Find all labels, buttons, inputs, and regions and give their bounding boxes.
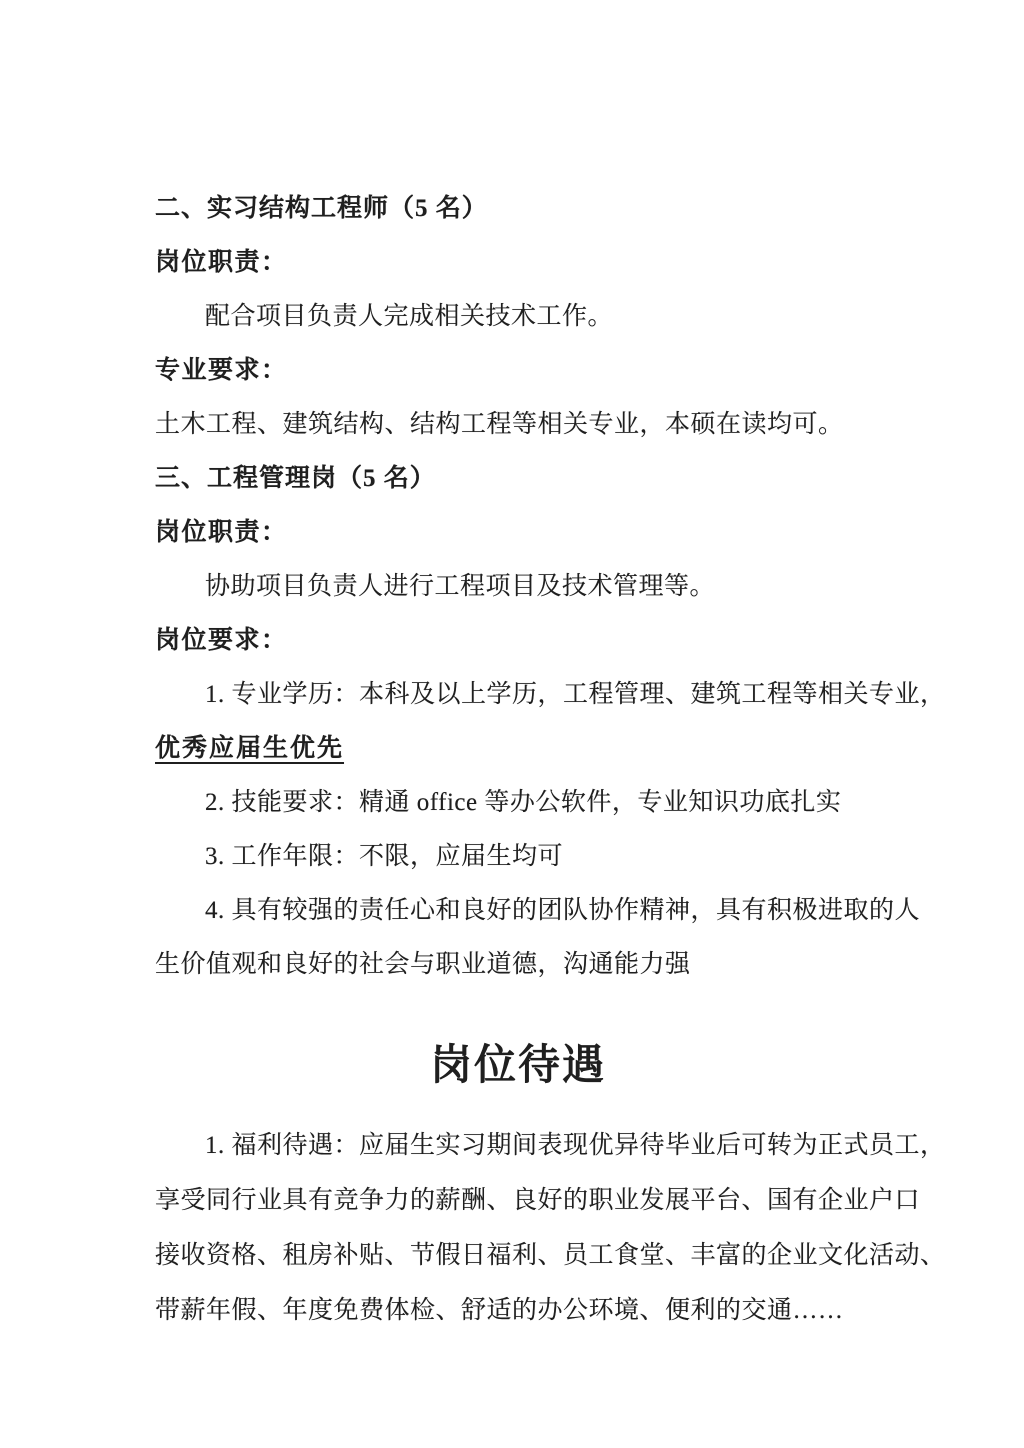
requirement-item-4-line-2: 生价值观和良好的社会与职业道德，沟通能力强 bbox=[155, 951, 691, 978]
requirement-item-1: 1. 专业学历：本科及以上学历，工程管理、建筑工程等相关专业， bbox=[205, 681, 946, 708]
section-3-heading: 三、工程管理岗（5 名） bbox=[155, 465, 436, 492]
duties-label-2: 岗位职责： bbox=[155, 519, 288, 546]
benefits-line-4: 带薪年假、年度免费体检、舒适的办公环境、便利的交通…… bbox=[155, 1297, 844, 1324]
major-requirements-label: 专业要求： bbox=[155, 357, 288, 384]
requirement-item-4-line-1: 4. 具有较强的责任心和良好的团队协作精神，具有积极进取的人 bbox=[205, 897, 921, 924]
duties-text-2: 协助项目负责人进行工程项目及技术管理等。 bbox=[205, 573, 716, 600]
position-requirements-label: 岗位要求： bbox=[155, 627, 288, 654]
duties-text-1: 配合项目负责人完成相关技术工作。 bbox=[205, 303, 614, 330]
fresh-graduate-priority-note: 优秀应届生优先 bbox=[155, 735, 345, 762]
benefits-line-3: 接收资格、租房补贴、节假日福利、员工食堂、丰富的企业文化活动、 bbox=[155, 1242, 946, 1269]
duties-label-1: 岗位职责： bbox=[155, 249, 288, 276]
benefits-line-1: 1. 福利待遇：应届生实习期间表现优异待毕业后可转为正式员工， bbox=[205, 1132, 946, 1159]
benefits-paragraph bbox=[155, 1118, 946, 1338]
section-2-heading: 二、实习结构工程师（5 名） bbox=[155, 195, 488, 222]
document-content bbox=[155, 182, 946, 1338]
major-requirements-text: 土木工程、建筑结构、结构工程等相关专业，本硕在读均可。 bbox=[155, 411, 844, 438]
requirement-item-2: 2. 技能要求：精通 office 等办公软件，专业知识功底扎实 bbox=[205, 789, 842, 816]
requirement-item-3: 3. 工作年限：不限，应届生均可 bbox=[205, 843, 564, 870]
benefits-line-2: 享受同行业具有竞争力的薪酬、良好的职业发展平台、国有企业户口 bbox=[155, 1187, 921, 1214]
benefits-section-title: 岗位待遇 bbox=[429, 1043, 606, 1089]
